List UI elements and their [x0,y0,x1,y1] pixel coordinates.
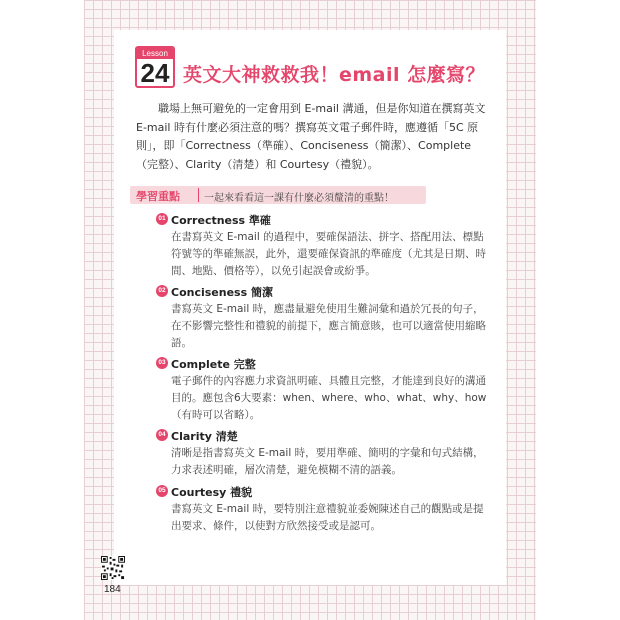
key-points-label: 學習重點 [136,190,180,203]
item-number-badge: 02 [156,285,168,297]
item-title: Complete 完整 [171,358,256,371]
item-title: Correctness 準確 [171,214,271,227]
item-body: 在書寫英文 E-mail 的過程中，要確保語法、拼字、搭配用法、標點符號等的準確無誤，此外，還要確保資訊的準確度（尤其是日期、時間、地點、價格等），以免引起誤會或紛爭。 [171,231,486,277]
item-body: 電子郵件的內容應力求資訊明確、具體且完整，才能達到良好的溝通目的。應包含6大要素：when、where、who、what、why、how（有時可以省略）。 [171,375,487,421]
key-points-text: 一起來看看這一課有什麼必須釐清的重點！ [204,193,394,204]
lesson-badge [135,46,175,88]
key-points-divider [198,188,199,202]
intro-text: 職場上無可避免的一定會用到 E-mail 溝通，但是你知道在撰寫英文 E-mail 時有什麼必須注意的嗎？撰寫英文電子郵件時，應遵循「5C 原則」，即「Correctness（準確）、Conciseness（簡潔）、Complete（完整）、Clarity（清楚）和 Courtesy（禮貌）。 [136,102,486,171]
item-number-badge: 04 [156,429,168,441]
lesson-label: Lesson [137,48,173,59]
item-title: Conciseness 簡潔 [171,286,273,299]
key-points-banner [130,186,426,204]
item-title: Courtesy 禮貌 [171,486,253,499]
page-number: 184 [104,584,121,595]
item-body: 書寫英文 E-mail 時，要特別注意禮貌並委婉陳述自己的觀點或是提出要求、條件，以使對方欣然接受或是認可。 [171,503,484,532]
item-number-badge: 03 [156,357,168,369]
item-title: Clarity 清楚 [171,430,238,443]
qr-code [101,556,125,580]
item-body: 清晰是指書寫英文 E-mail 時，要用準確、簡明的字彙和句式結構，力求表述明確，層次清楚，避免模糊不清的語義。 [171,447,484,476]
item-body: 書寫英文 E-mail 時，應盡量避免使用生難詞彙和過於冗長的句子，在不影響完整性和禮貌的前提下，應言簡意賅，也可以適當使用縮略語。 [171,303,486,349]
item-number-badge: 01 [156,213,168,225]
lesson-number: 24 [140,58,170,88]
page-title: 英文大神救救我！email 怎麼寫？ [183,64,486,86]
intro-paragraph [136,100,486,174]
item-number-badge: 05 [156,485,168,497]
